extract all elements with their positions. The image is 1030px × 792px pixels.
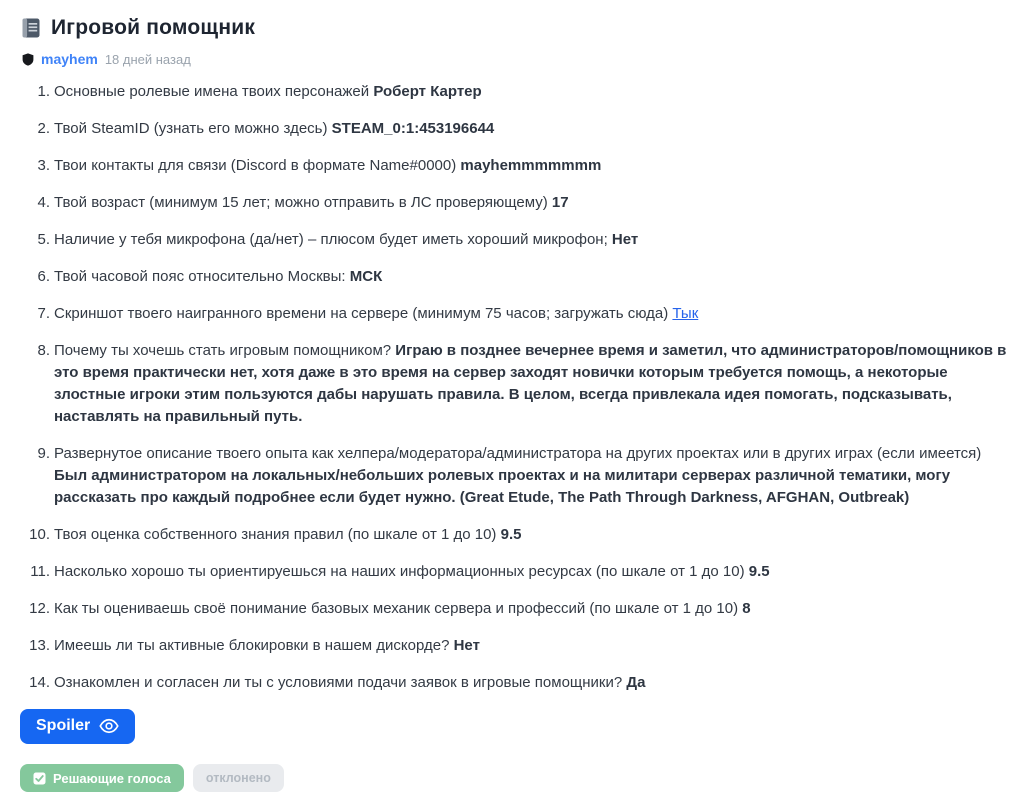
application-question-item [20,192,1016,214]
question-text: Скриншот твоего наигранного времени на сервере (минимум 75 часов; загружать сюда) [54,305,669,322]
book-icon [20,17,42,39]
application-question-item [20,561,1016,583]
question-text: Имеешь ли ты активные блокировки в нашем дискорде? [54,637,450,654]
tag-deciding-votes-label: Решающие голоса [53,770,171,786]
author-row [22,51,1016,67]
application-question-item [20,443,1016,509]
post-timestamp: 18 дней назад [104,51,191,67]
answer-text: Нет [611,231,639,248]
application-question-item [20,81,1016,103]
answer-text: 9.5 [748,563,770,580]
answer-text: 8 [742,600,751,617]
eye-icon [99,716,119,736]
answer-text: 9.5 [500,526,522,543]
application-question-list [20,81,1016,694]
tag-status-label: отклонено [205,771,271,785]
answer-text: Был администратором на локальных/небольших ролевых проектах и на милитари серверах различной тематики, могу рассказать про каждый подробнее если будет нужно. (Great Etude, The Path Through Darkness, AFGHAN, Outbreak) [54,467,951,506]
post-header [20,16,1016,40]
question-text: Твои контакты для связи (Discord в формате Name#0000) [54,157,457,174]
application-question-item [20,635,1016,657]
question-text: Насколько хорошо ты ориентируешься на наших информационных ресурсах (по шкале от 1 до 10) [54,563,745,580]
application-question-item [20,672,1016,694]
application-question-item [20,118,1016,140]
question-text: Почему ты хочешь стать игровым помощником? [54,342,392,359]
question-text: Твой часовой пояс относительно Москвы: [54,268,346,285]
answer-text: МСК [349,268,383,285]
application-question-item [20,303,1016,325]
answer-text: Роберт Картер [373,83,482,100]
author-name[interactable]: mayhem [41,51,98,67]
shield-icon [22,53,34,66]
answer-link[interactable]: Тык [672,305,699,322]
question-text: Твоя оценка собственного знания правил (по шкале от 1 до 10) [54,526,497,543]
thread-title: Игровой помощник [51,16,256,39]
application-question-item [20,340,1016,428]
question-text: Твой SteamID (узнать его можно здесь) [54,120,328,137]
tag-row [20,764,1016,792]
answer-text: STEAM_0:1:453196644 [331,120,495,137]
check-icon [33,772,46,785]
question-text: Ознакомлен и согласен ли ты с условиями подачи заявок в игровые помощники? [54,674,623,691]
question-text: Развернутое описание твоего опыта как хелпера/модератора/администратора на других проектах или в других играх (если имеется) [54,445,982,462]
spoiler-button-label: Spoiler [36,717,91,734]
question-text: Твой возраст (минимум 15 лет; можно отправить в ЛС проверяющему) [54,194,548,211]
application-question-item [20,266,1016,288]
answer-text: Да [626,674,646,691]
tag-status[interactable] [193,764,284,792]
answer-text: Нет [453,637,480,654]
application-question-item [20,524,1016,546]
tag-deciding-votes[interactable] [20,764,184,792]
question-text: Наличие у тебя микрофона (да/нет) – плюсом будет иметь хороший микрофон; [54,231,608,248]
application-question-item [20,155,1016,177]
application-question-item [20,229,1016,251]
question-text: Основные ролевые имена твоих персонажей [54,83,370,100]
answer-text: mayhemmmmmmm [460,157,602,174]
spoiler-button[interactable] [20,709,135,744]
answer-text: 17 [551,194,569,211]
answer-text: Играю в позднее вечернее время и заметил, что администраторов/помощников в это время практически нет, хотя даже в это время на сервер заходят новички которым требуется помощь, а некоторые злостные игроки этим пользуются дабы нарушать правила. В целом, всегда привлекала идея помогать, подсказывать, наставлять на правильный путь. [54,342,1007,425]
question-text: Как ты оцениваешь своё понимание базовых механик сервера и профессий (по шкале от 1 до 10) [54,600,739,617]
application-question-item [20,598,1016,620]
